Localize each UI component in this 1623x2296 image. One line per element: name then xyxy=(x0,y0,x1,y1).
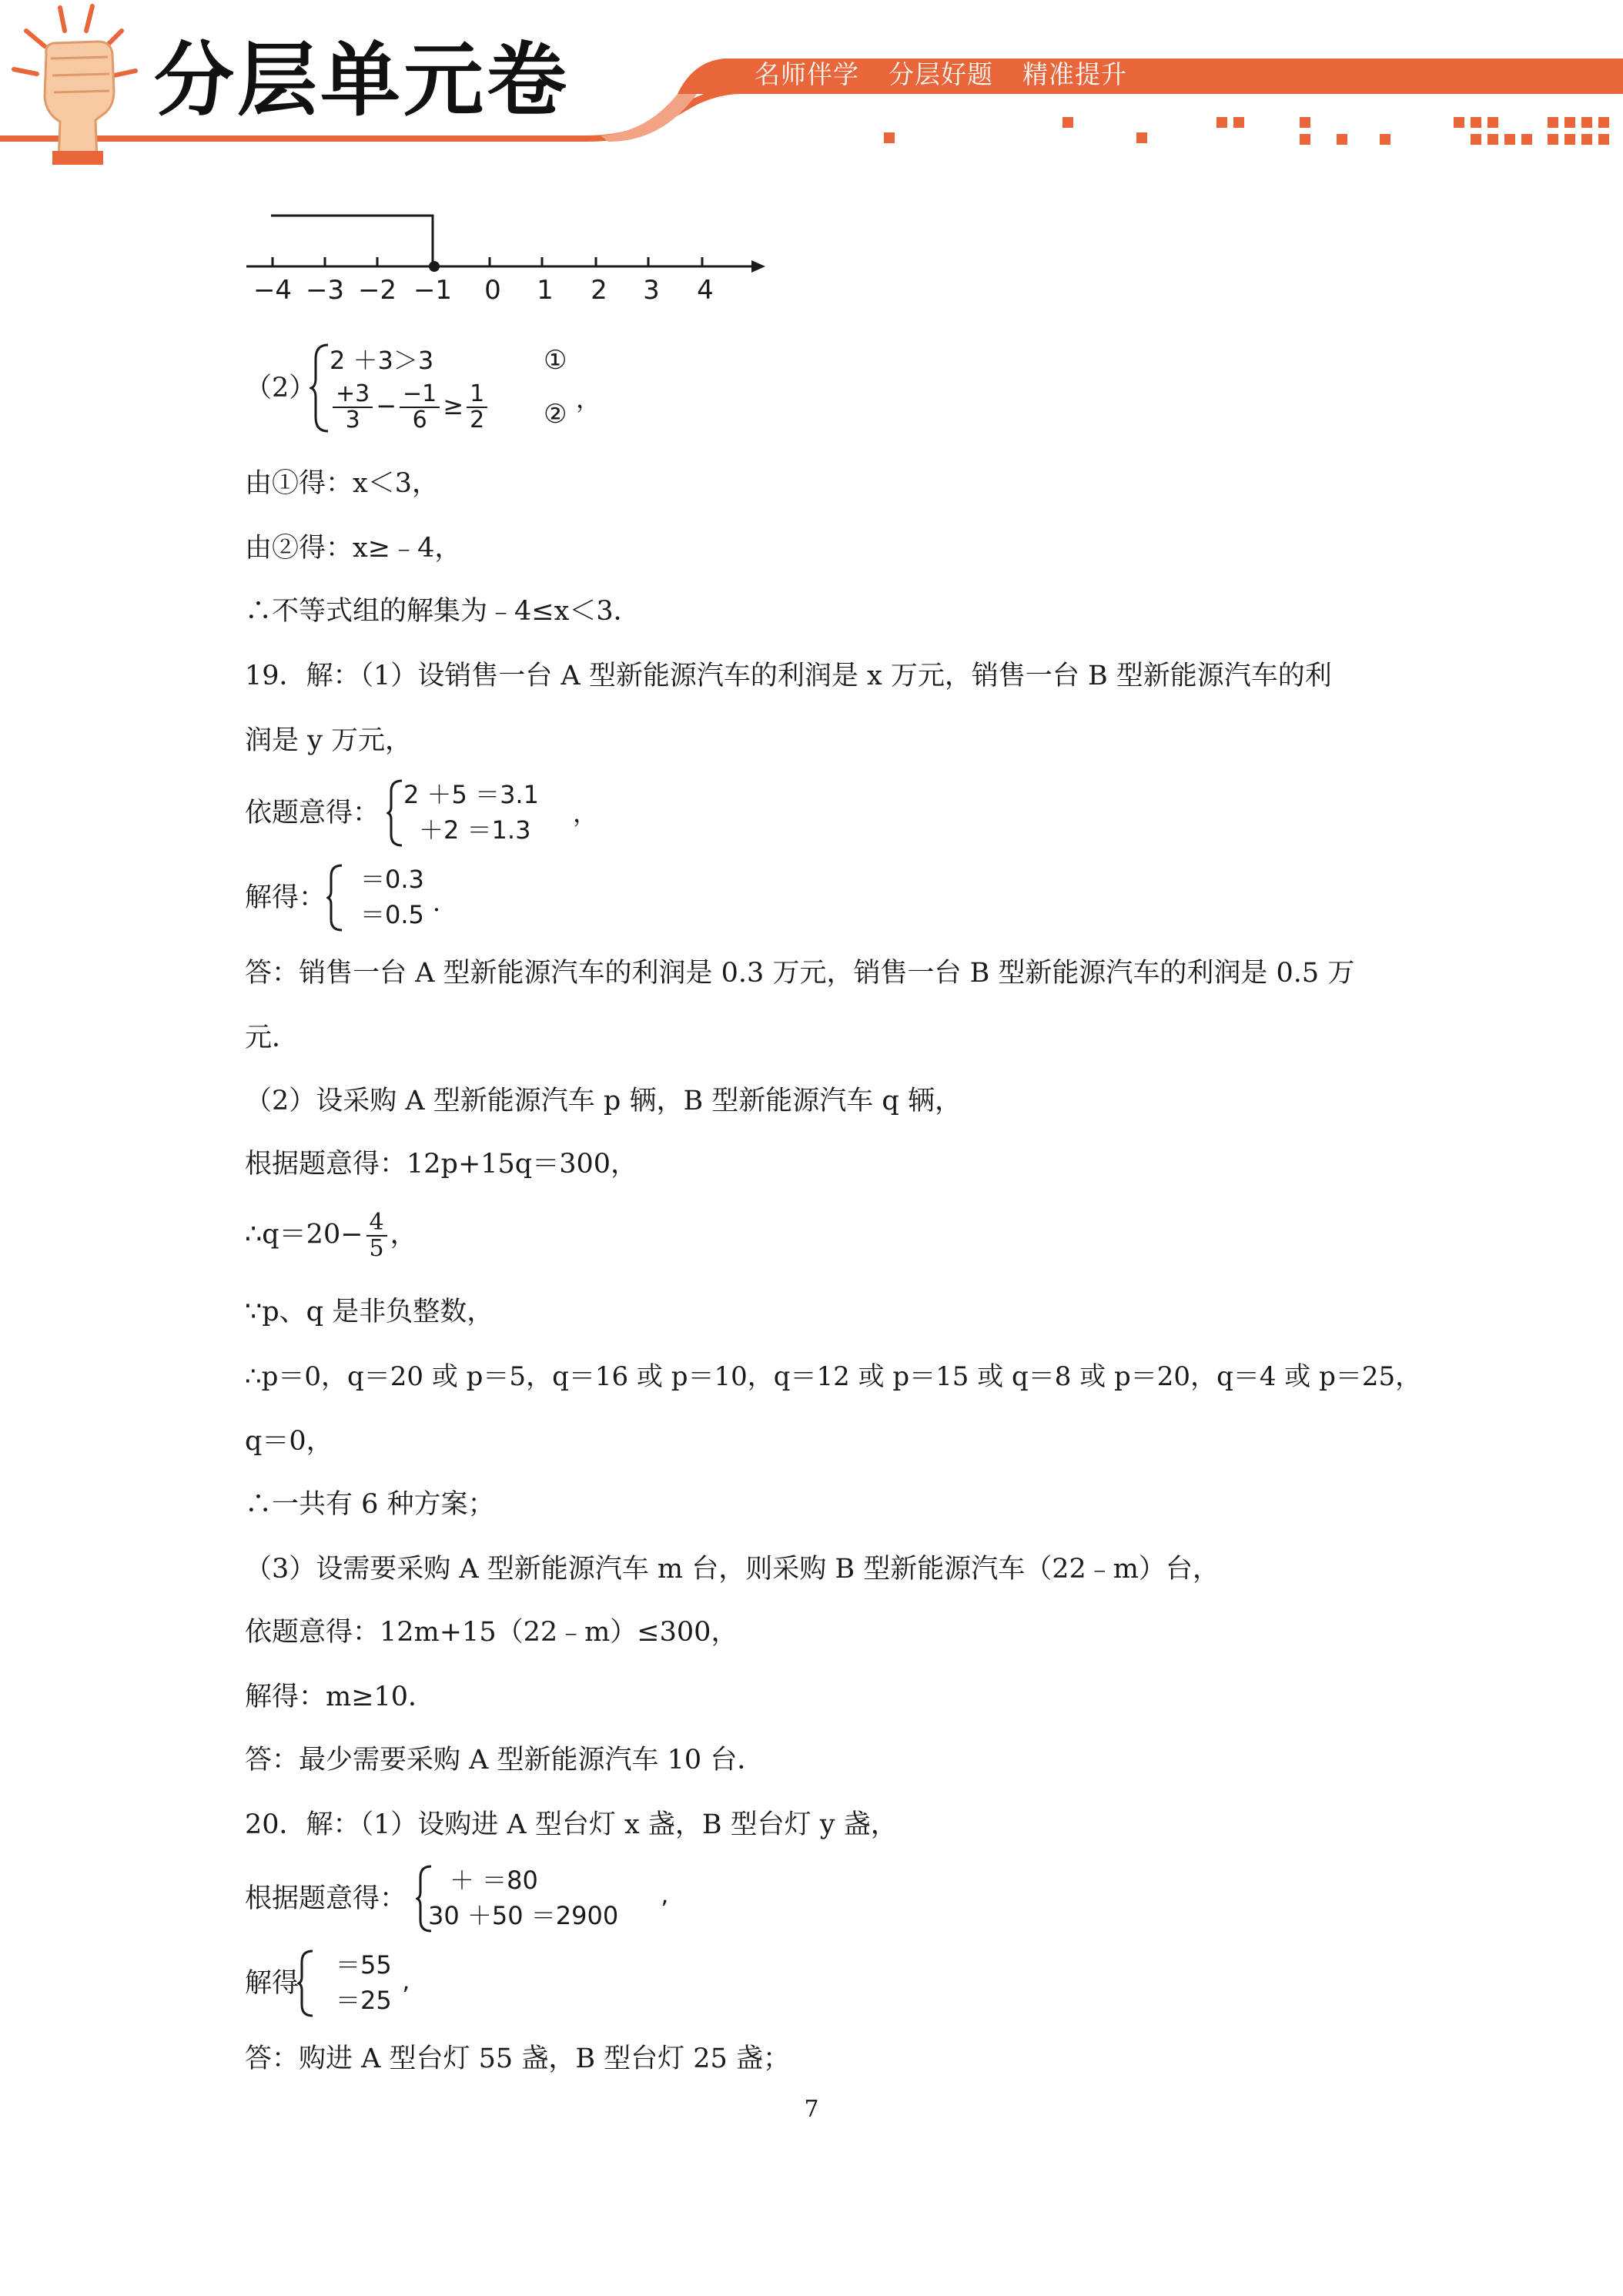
tick-label: 3 xyxy=(643,275,660,306)
q20-eq-trail: ’ xyxy=(661,1895,669,1924)
solution-region-line xyxy=(271,216,433,266)
q19-part2-cases-cont: q＝0， xyxy=(245,1426,333,1457)
q20-eq-row2: 30 ＋50 ＝2900 xyxy=(428,1901,619,1930)
fraction: $\frac{4}{5}$ xyxy=(366,1210,387,1261)
q19-para1-cont: 润是 y 万元， xyxy=(245,725,413,756)
q19-part2-total: ∴一共有 6 种方案； xyxy=(245,1489,495,1520)
q19-sol-trail: ． xyxy=(433,888,458,917)
tick-label: −1 xyxy=(413,275,453,306)
q18-row1-marker: ① xyxy=(544,345,567,376)
q18-system-row1: 2 ＋3＞3 xyxy=(330,346,434,375)
q19-answer: 答：销售一台 A 型新能源汽车的利润是 0.3 万元，销售一台 B 型新能源汽车的利润是 0.5 万 xyxy=(245,958,1355,989)
comma: ， xyxy=(390,1219,417,1250)
q18-line3: ∴不等式组的解集为﹣4≤x＜3． xyxy=(245,596,641,627)
q19-part2-cases: ∴p＝0，q＝20 或 p＝5，q＝16 或 p＝10，q＝12 或 p＝15 或 q＝8 或 p＝20，q＝4 或 p＝25， xyxy=(245,1361,1422,1392)
geq-sign: ≥ xyxy=(443,391,464,420)
q19-eq-label: 依题意得： xyxy=(245,798,380,828)
q18-line1: 由①得：x＜3， xyxy=(245,468,440,499)
tick-label: 0 xyxy=(484,275,501,306)
tick-label: −4 xyxy=(253,275,293,306)
q20-sol-row1: ＝55 xyxy=(336,1950,392,1980)
q20-sol-row2: ＝25 xyxy=(336,1986,392,2015)
left-brace-icon xyxy=(326,862,345,933)
q18-line2: 由②得：x≥﹣4， xyxy=(245,533,462,564)
q18-trail: ， xyxy=(576,384,601,413)
number-line-figure xyxy=(239,206,778,314)
solid-point-marker xyxy=(429,261,440,272)
q20-sol-trail: ’ xyxy=(402,1981,410,2010)
q19-part2-q xyxy=(245,1210,417,1261)
tick-label: 1 xyxy=(537,275,554,306)
page-header xyxy=(0,0,1623,169)
q19-part3-answer: 答：最少需要采购 A 型新能源汽车 10 台． xyxy=(245,1745,765,1776)
fraction: $\frac{+3}{3}$ xyxy=(333,382,373,433)
fraction: $\frac{1}{2}$ xyxy=(467,382,487,433)
q20-answer: 答：购进 A 型台灯 55 盏，B 型台灯 25 盏； xyxy=(245,2043,790,2074)
minus-sign: − xyxy=(376,391,397,420)
axis-arrow-icon xyxy=(751,260,765,273)
q20-sol-label: 解得 xyxy=(245,1968,300,1999)
slogan-item: 名师伴学 xyxy=(755,59,859,89)
q18-label: （2） xyxy=(245,373,316,403)
q19-part2-because: ∵p、q 是非负整数， xyxy=(245,1297,494,1327)
fraction: $\frac{-1}{6}$ xyxy=(400,382,440,433)
q19-para1: 19．解：（1）设销售一台 A 型新能源汽车的利润是 x 万元，销售一台 B 型新能源汽车的利 xyxy=(245,661,1332,691)
tick-label: −2 xyxy=(357,275,397,306)
tick-label: 2 xyxy=(591,275,607,306)
q19-sol-label: 解得： xyxy=(245,882,326,913)
header-slogan xyxy=(755,59,1156,89)
slogan-item: 精准提升 xyxy=(1022,59,1127,89)
q19-eq-trail: ， xyxy=(573,798,598,828)
q19-answer-cont: 元． xyxy=(245,1022,300,1053)
q19-part2-eq: 根据题意得：12p+15q＝300， xyxy=(245,1149,638,1180)
q19-eq-row1: 2 ＋5 ＝3.1 xyxy=(403,780,539,809)
q19-part3-eq: 依题意得：12m+15（22﹣m）≤300， xyxy=(245,1617,738,1648)
q20-eq-row1: ＋ ＝80 xyxy=(450,1866,538,1895)
q19-part2: （2）设采购 A 型新能源汽车 p 辆，B 型新能源汽车 q 辆， xyxy=(245,1086,962,1116)
slogan-item: 分层好题 xyxy=(888,59,993,89)
raised-fist-icon xyxy=(6,0,145,169)
q18-row2-marker: ② xyxy=(544,399,567,430)
q19-part3: （3）设需要采购 A 型新能源汽车 m 台，则采购 B 型新能源汽车（22﹣m）台， xyxy=(245,1554,1220,1585)
q20-eq-label: 根据题意得： xyxy=(245,1883,407,1914)
tick-label: 4 xyxy=(697,275,714,306)
q19-sol-row2: ＝0.5 xyxy=(360,900,424,929)
q20-para1: 20．解：（1）设购进 A 型台灯 x 盏，B 型台灯 y 盏， xyxy=(245,1809,898,1840)
brand-title: 分层单元卷 xyxy=(154,33,571,127)
number-line-ticks xyxy=(273,257,702,266)
q19-eq-row2: ＋2 ＝1.3 xyxy=(419,815,531,845)
q19-sol-row1: ＝0.3 xyxy=(360,865,424,894)
q18-system-row2 xyxy=(330,382,490,433)
page-number: 7 xyxy=(804,2096,819,2123)
q19-part3-sol: 解得：m≥10． xyxy=(245,1682,436,1712)
left-brace-icon xyxy=(297,1948,316,2019)
tick-label: −3 xyxy=(305,275,345,306)
left-brace-icon xyxy=(387,778,405,848)
q-expression: ∴q＝20− xyxy=(245,1219,363,1250)
